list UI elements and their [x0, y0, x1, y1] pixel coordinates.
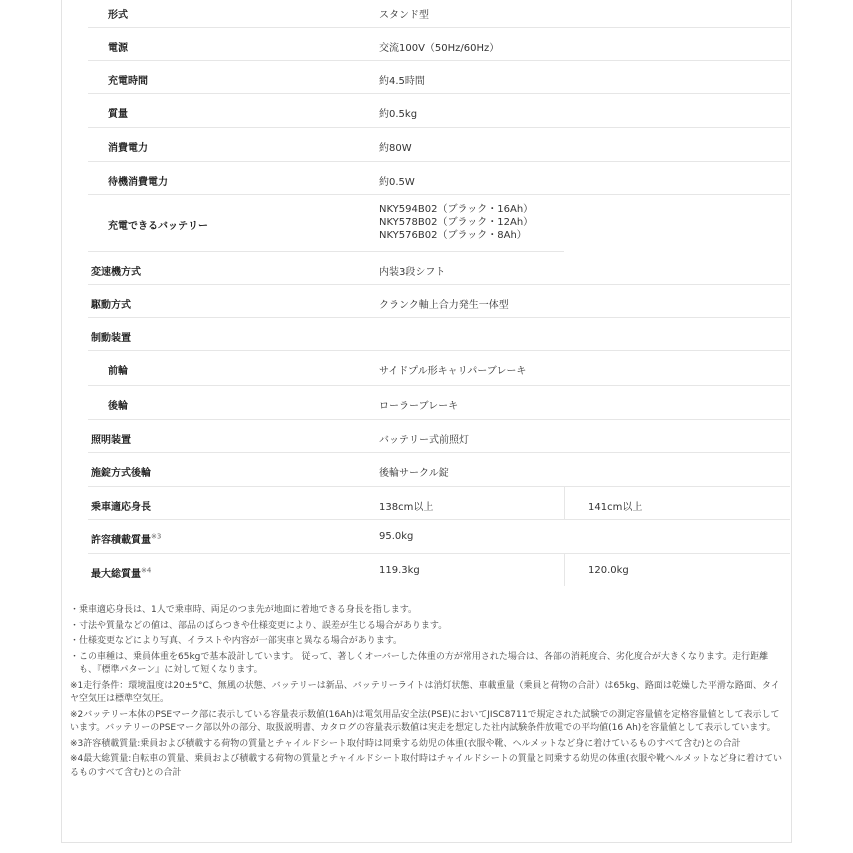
- spec-value: NKY578B02（ブラック・12Ah）: [379, 217, 534, 228]
- spec-label: 充電できるバッテリー: [108, 221, 208, 232]
- spec-row-mass: [88, 94, 790, 128]
- spec-label-text: 許容積載質量: [91, 535, 151, 546]
- spec-value: 119.3kg: [379, 565, 420, 576]
- bullet: ・: [70, 651, 80, 662]
- spec-row-brake: [88, 318, 790, 351]
- spec-label: 充電時間: [108, 76, 148, 87]
- footnote: [70, 604, 782, 618]
- spec-row-total: [88, 554, 790, 586]
- spec-value: 95.0kg: [379, 531, 414, 542]
- spec-row-standby: [88, 162, 790, 195]
- spec-row-charge-time: [88, 61, 790, 94]
- footnote-text: ※2バッテリー本体のPSEマーク部に表示している容量表示数値(16Ah)は電気用品安全法(PSE)においてJISC8711で規定された試験での測定容量値を定格容量値として表示しています。バッテリーのPSEマーク部以外の部分、取扱説明書、カタログの容量表示数値は実走を想定した社内試験条件放電での平均値(16 Ah)を容量値として表示しています。: [70, 709, 780, 733]
- spec-row-light: [88, 420, 790, 453]
- spec-label: 待機消費電力: [108, 177, 168, 188]
- footnote-text: 寸法や質量などの値は、部品のばらつきや仕様変更により、誤差が生じる場合があります。: [79, 620, 448, 631]
- spec-label: 照明装置: [91, 435, 131, 446]
- footnotes: [70, 604, 782, 782]
- spec-value: 約0.5W: [379, 177, 415, 188]
- spec-row-lock: [88, 453, 790, 487]
- spec-value: バッテリー式前照灯: [379, 435, 469, 446]
- spec-row-front: [88, 351, 790, 386]
- spec-row-form: [88, 0, 790, 28]
- bullet: ・: [70, 636, 80, 646]
- footnote-text: ※3許容積載質量:乗員および積載する荷物の質量とチャイルドシート取付時は同乗する幼児の体重(衣服や靴、ヘルメットなど身に着けているものすべて含む)との合計: [70, 738, 741, 749]
- spec-label: 施錠方式後輪: [91, 468, 151, 479]
- footnote: [70, 680, 782, 707]
- footnote: [70, 635, 782, 649]
- spec-label-text: 最大総質量: [91, 569, 141, 580]
- spec-label: [91, 531, 161, 546]
- footnote: [70, 753, 782, 780]
- spec-label: 質量: [108, 109, 128, 120]
- bullet: ・: [70, 620, 80, 631]
- footnote-text: 乗車適応身長は、1人で乗車時、両足のつま先が地面に着地できる身長を指します。: [79, 605, 418, 615]
- spec-label: 制動装置: [91, 333, 131, 344]
- spec-row-gear: [88, 252, 790, 285]
- spec-value: ローラーブレーキ: [379, 401, 459, 412]
- footnote: [70, 738, 782, 752]
- footnote: [70, 651, 782, 678]
- spec-label: 形式: [108, 10, 128, 21]
- spec-label: [91, 565, 151, 580]
- footnote-text: ※1走行条件：環境温度は20±5°C、無風の状態、バッテリーは新品、バッテリーライトは消灯状態、車載重量（乗員と荷物の合計）は65kg、路面は乾燥した平滑な路面、タイヤ空気圧は標準空気圧。: [70, 680, 780, 704]
- spec-value: サイドプル形キャリパーブレーキ: [379, 366, 527, 377]
- spec-value: 内装3段シフト: [379, 267, 446, 278]
- spec-row-batteries: [88, 195, 790, 252]
- spec-table: [88, 0, 790, 586]
- spec-value: NKY594B02（ブラック・16Ah）: [379, 204, 534, 215]
- footnote: [70, 620, 782, 634]
- spec-value: NKY576B02（ブラック・8Ah）: [379, 230, 527, 241]
- spec-value: 約0.5kg: [379, 109, 418, 120]
- spec-label: 消費電力: [108, 143, 148, 154]
- spec-label: 前輪: [108, 366, 128, 377]
- spec-value: 約80W: [379, 143, 412, 154]
- spec-label: 電源: [108, 43, 128, 54]
- spec-value: クランク軸上合力発生一体型: [379, 300, 509, 311]
- spec-value-alt: 141cm以上: [588, 502, 643, 513]
- footnote-mark: ※3: [151, 532, 162, 541]
- spec-row-rear: [88, 386, 790, 420]
- spec-label: 後輪: [108, 401, 128, 412]
- spec-label: 変速機方式: [91, 267, 141, 278]
- spec-value: 138cm以上: [379, 502, 434, 513]
- spec-row-load: [88, 520, 790, 554]
- spec-value: 約4.5時間: [379, 76, 425, 87]
- footnote-mark: ※4: [141, 566, 152, 575]
- spec-row-height: [88, 487, 790, 520]
- spec-label: 乗車適応身長: [91, 502, 151, 513]
- spec-value: 交流100V（50Hz/60Hz）: [379, 43, 500, 54]
- footnote-text: 仕様変更などにより写真、イラストや内容が一部実車と異なる場合があります。: [79, 636, 403, 646]
- spec-value: スタンド型: [379, 10, 429, 21]
- spec-value-alt: 120.0kg: [588, 565, 629, 576]
- footnote: [70, 709, 782, 736]
- column-divider: [564, 487, 565, 519]
- spec-row-consumption: [88, 128, 790, 162]
- spec-label: 駆動方式: [91, 300, 131, 311]
- spec-row-drive: [88, 285, 790, 318]
- footnote-text: この車種は、乗員体重を65kgで基本設計しています。 従って、著しくオーバーした体重の方が常用された場合は、各部の消耗度合、劣化度合が大きくなります。走行距離も、『標準パターン』に対して短くなります。: [79, 651, 769, 675]
- spec-value: 後輪サークル錠: [379, 468, 449, 479]
- bullet: ・: [70, 605, 80, 615]
- column-divider: [564, 554, 565, 586]
- footnote-text: ※4最大総質量:自転車の質量、乗員および積載する荷物の質量とチャイルドシート取付時はチャイルドシートの質量と同乗する幼児の体重(衣服や靴ヘルメットなど身に着けているものすべて含む)との合計: [70, 754, 783, 778]
- spec-row-power: [88, 28, 790, 61]
